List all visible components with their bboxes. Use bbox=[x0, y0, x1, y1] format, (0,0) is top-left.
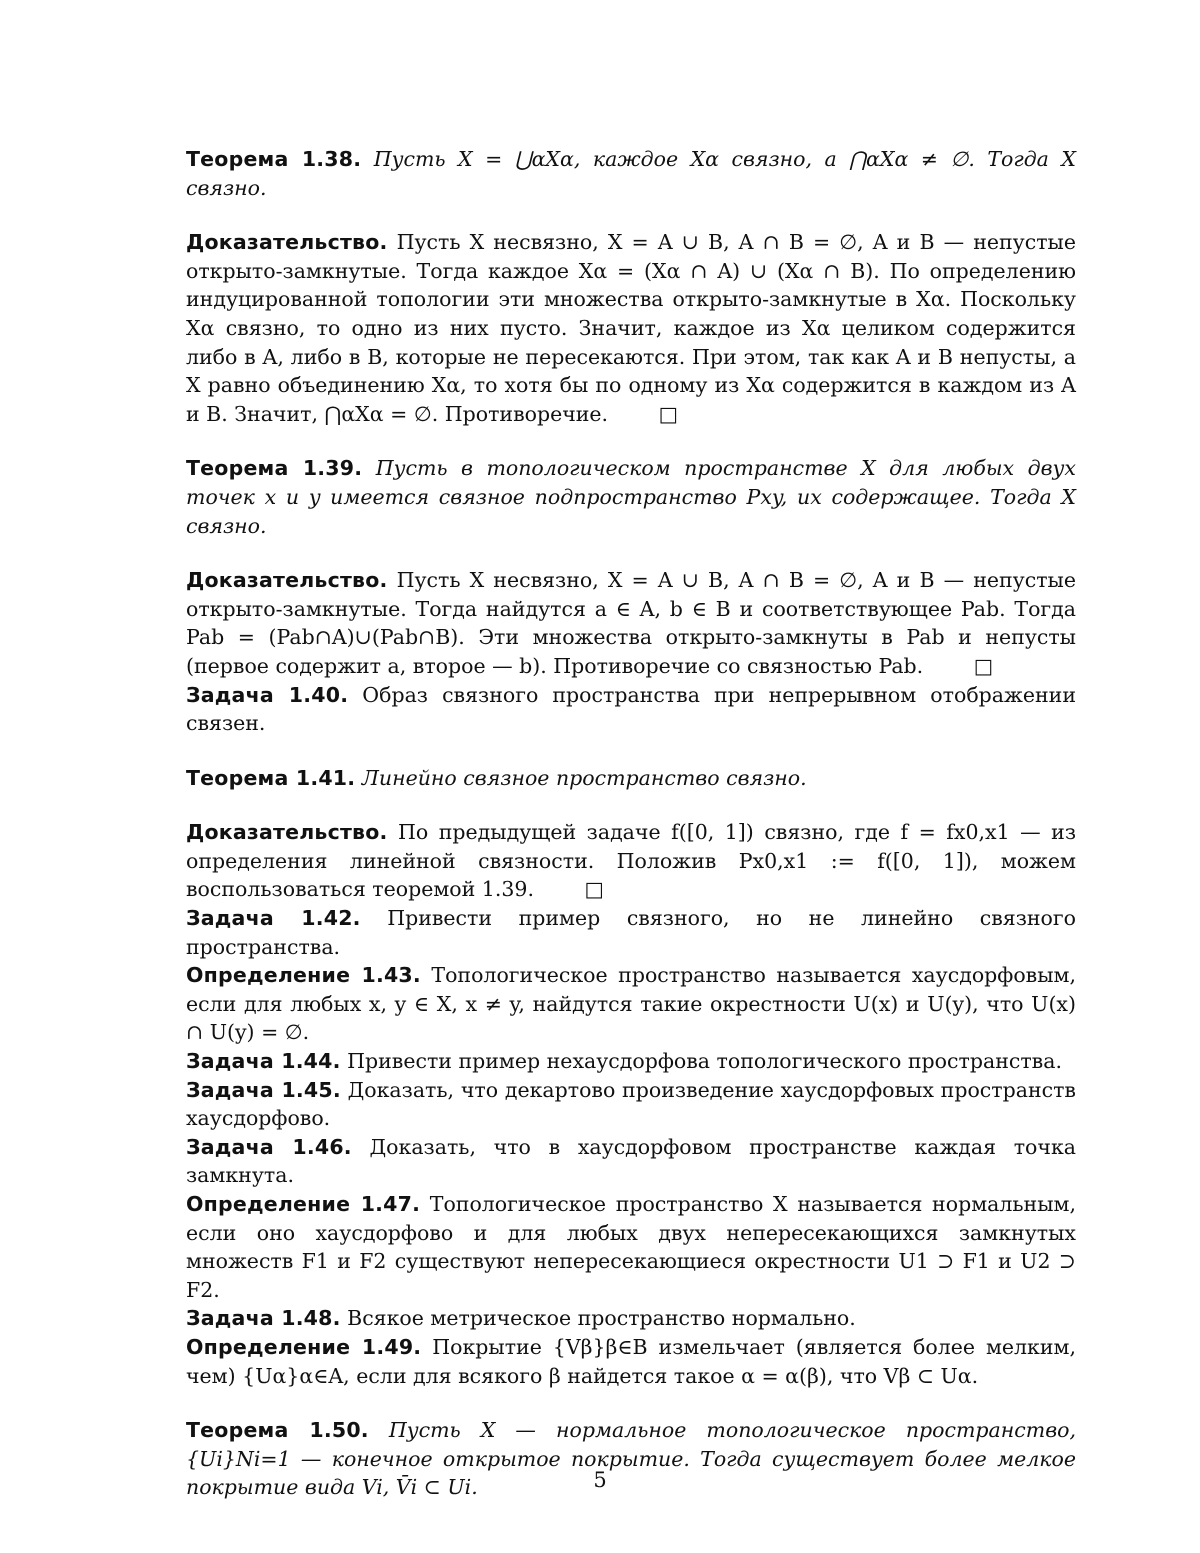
definition-text: Покрытие {Vβ}β∈B измельчает (является более мелким, чем) {Uα}α∈A, если для всякого β найдется такое α = α(β), что Vβ ⊂ Uα. bbox=[186, 1334, 1076, 1388]
proof-1-38 bbox=[186, 228, 1076, 428]
definition-text: Топологическое пространство называется хаусдорфовым, если для любых x, y ∈ X, x ≠ y, найдутся такие окрестности U(x) и U(y), что U(x) ∩ U(y) = ∅. bbox=[186, 963, 1076, 1045]
task-label: Задача 1.42. bbox=[186, 906, 361, 931]
page-content bbox=[186, 145, 1076, 1502]
proof-label: Доказательство. bbox=[186, 568, 388, 593]
qed-box: □ bbox=[658, 401, 678, 426]
task-text: Привести пример нехаусдорфова топологического пространства. bbox=[347, 1049, 1062, 1074]
proof-1-41 bbox=[186, 818, 1076, 904]
qed-box: □ bbox=[973, 653, 994, 678]
theorem-label: Теорема 1.39. bbox=[186, 456, 363, 481]
proof-text: Пусть X несвязно, X = A ∪ B, A ∩ B = ∅, A и B — непустые открыто-замкнутые. Тогда каждое Xα = (Xα ∩ A) ∪ (Xα ∩ B). По определению индуцированной топологии эти множества открыто-замкнутые в Xα. Поскольку Xα связно, то одно из них пусто. Значит, каждое из Xα целиком содержится либо в A, либо в B, которые не пересекаются. При этом, так как A и B непусты, а X равно объединению Xα, то хотя бы по одному из Xα содержится в каждом из A и B. Значит, ⋂αXα = ∅. Противоречие. bbox=[186, 230, 1076, 426]
page-number: 5 bbox=[593, 1468, 607, 1492]
task-1-40 bbox=[186, 681, 1076, 738]
task-label: Задача 1.40. bbox=[186, 682, 349, 707]
proof-text: По предыдущей задаче f([0, 1]) связно, где f = fx0,x1 — из определения линейной связности. Положив Px0,x1 := f([0, 1]), можем воспользоваться теоремой 1.39. bbox=[186, 820, 1076, 902]
proof-label: Доказательство. bbox=[186, 820, 388, 845]
task-1-48 bbox=[186, 1304, 1076, 1333]
task-label: Задача 1.45. bbox=[186, 1077, 341, 1102]
proof-label: Доказательство. bbox=[186, 230, 388, 255]
theorem-label: Теорема 1.38. bbox=[186, 147, 362, 171]
task-1-44 bbox=[186, 1047, 1076, 1076]
proof-1-39 bbox=[186, 566, 1076, 680]
theorem-statement: Пусть X — нормальное топологическое пространство, {Ui}Ni=1 — конечное открытое покрытие. Тогда существует более мелкое покрытие вида Vi, V̄i ⊂ Ui. bbox=[186, 1418, 1076, 1500]
definition-label: Определение 1.43. bbox=[186, 963, 421, 988]
task-text: Доказать, что в хаусдорфовом пространстве каждая точка замкнута. bbox=[186, 1134, 1076, 1188]
task-label: Задача 1.46. bbox=[186, 1134, 352, 1159]
task-text: Доказать, что декартово произведение хаусдорфовых пространств хаусдорфово. bbox=[186, 1077, 1076, 1131]
task-1-46 bbox=[186, 1133, 1076, 1190]
definition-1-47 bbox=[186, 1190, 1076, 1304]
definition-text: Топологическое пространство X называется нормальным, если оно хаусдорфово и для любых двух непересекающихся замкнутых множеств F1 и F2 существуют непересекающиеся окрестности U1 ⊃ F1 и U2 ⊃ F2. bbox=[186, 1192, 1076, 1302]
task-text: Всякое метрическое пространство нормально. bbox=[347, 1306, 856, 1331]
definition-1-43 bbox=[186, 961, 1076, 1047]
theorem-statement: Пусть в топологическом пространстве X для любых двух точек x и y имеется связное подпространство Pxy, их содержащее. Тогда X связно. bbox=[186, 456, 1076, 538]
task-1-42 bbox=[186, 904, 1076, 961]
qed-box: □ bbox=[584, 877, 604, 902]
definition-1-49 bbox=[186, 1333, 1076, 1390]
definition-label: Определение 1.47. bbox=[186, 1192, 421, 1216]
theorem-label: Теорема 1.41. bbox=[186, 765, 356, 790]
task-label: Задача 1.44. bbox=[186, 1049, 341, 1074]
task-1-45 bbox=[186, 1076, 1076, 1133]
task-text: Образ связного пространства при непрерывном отображении связен. bbox=[186, 682, 1076, 736]
theorem-1-38 bbox=[186, 145, 1076, 202]
definition-label: Определение 1.49. bbox=[186, 1334, 422, 1359]
theorem-statement: Линейно связное пространство связно. bbox=[361, 765, 807, 790]
proof-text: Пусть X несвязно, X = A ∪ B, A ∩ B = ∅, A и B — непустые открыто-замкнутые. Тогда найдутся a ∈ A, b ∈ B и соответствующее Pab. Тогда Pab = (Pab∩A)∪(Pab∩B). Эти множества открыто-замкнуты в Pab и непусты (первое содержит a, второе — b). Противоречие со связностью Pab. bbox=[186, 568, 1076, 678]
theorem-1-41 bbox=[186, 764, 1076, 793]
task-text: Привести пример связного, но не линейно связного пространства. bbox=[186, 906, 1076, 959]
theorem-statement: Пусть X = ⋃αXα, каждое Xα связно, а ⋂αXα ≠ ∅. Тогда X связно. bbox=[186, 147, 1076, 200]
task-label: Задача 1.48. bbox=[186, 1306, 341, 1331]
theorem-label: Теорема 1.50. bbox=[186, 1418, 369, 1443]
theorem-1-39 bbox=[186, 454, 1076, 540]
